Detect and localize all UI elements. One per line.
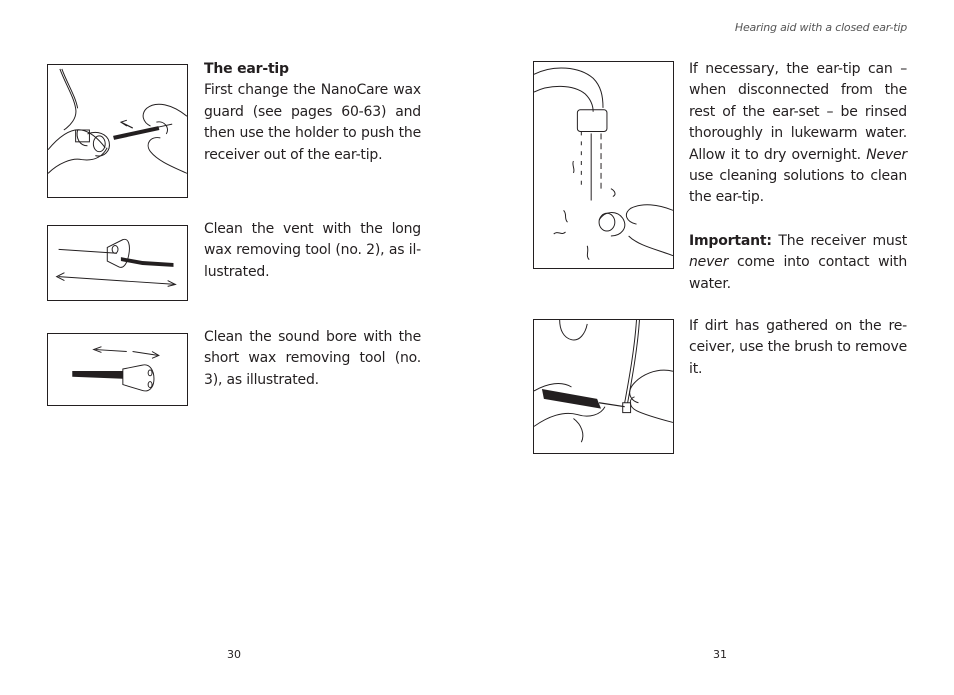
illustration-push-receiver: [47, 64, 188, 198]
rinse-instructions: [689, 59, 907, 295]
illustration-clean-vent: [47, 225, 188, 301]
clean-sound-bore-drawing: [48, 334, 187, 405]
right-page: [477, 0, 954, 695]
page-number-right: 31: [713, 648, 727, 661]
ear-tip-instructions: [204, 59, 421, 166]
important-label: Important:: [689, 232, 772, 249]
important-text-2: come into contact with water.: [689, 254, 907, 292]
running-header: Hearing aid with a closed ear-tip: [734, 21, 907, 34]
clean-vent-drawing: [48, 226, 187, 300]
brush-receiver-drawing: [534, 320, 673, 453]
rinse-body-text: If necessary, the ear-tip can – when disconnected from the rest of the ear-set – be rinsed thoroughly in lukewarm water. Allow it to dry overnight.: [689, 61, 907, 163]
sound-bore-body: Clean the sound bore with the short wax removing tool (no. 3), as illustrated.: [204, 329, 421, 388]
rinse-drawing: [534, 62, 673, 268]
illustration-rinse-ear-tip: [533, 61, 674, 269]
rinse-never-emphasis: Never: [866, 146, 907, 163]
vent-body: Clean the vent with the long wax removing tool (no. 2), as il-lustrated.: [204, 221, 421, 280]
important-note: [689, 231, 907, 295]
brush-body: If dirt has gathered on the re-ceiver, use the brush to remove it.: [689, 318, 908, 377]
important-never-emphasis: never: [689, 254, 729, 271]
vent-instructions: [204, 219, 421, 283]
page-number-left: 30: [227, 648, 241, 661]
ear-tip-body: First change the NanoCare wax guard (see pages 60-63) and then use the holder to push the receiver out of the ear-tip.: [204, 82, 421, 163]
brush-instructions: [689, 316, 907, 380]
illustration-brush-receiver: [533, 319, 674, 454]
push-receiver-drawing: [48, 65, 187, 197]
sound-bore-instructions: [204, 327, 421, 391]
illustration-clean-sound-bore: [47, 333, 188, 406]
rinse-body: [689, 59, 907, 209]
section-heading: The ear-tip: [204, 61, 289, 77]
rinse-body-text-2: use cleaning solutions to clean the ear-tip.: [689, 168, 907, 206]
important-text: The receiver must: [778, 232, 907, 249]
